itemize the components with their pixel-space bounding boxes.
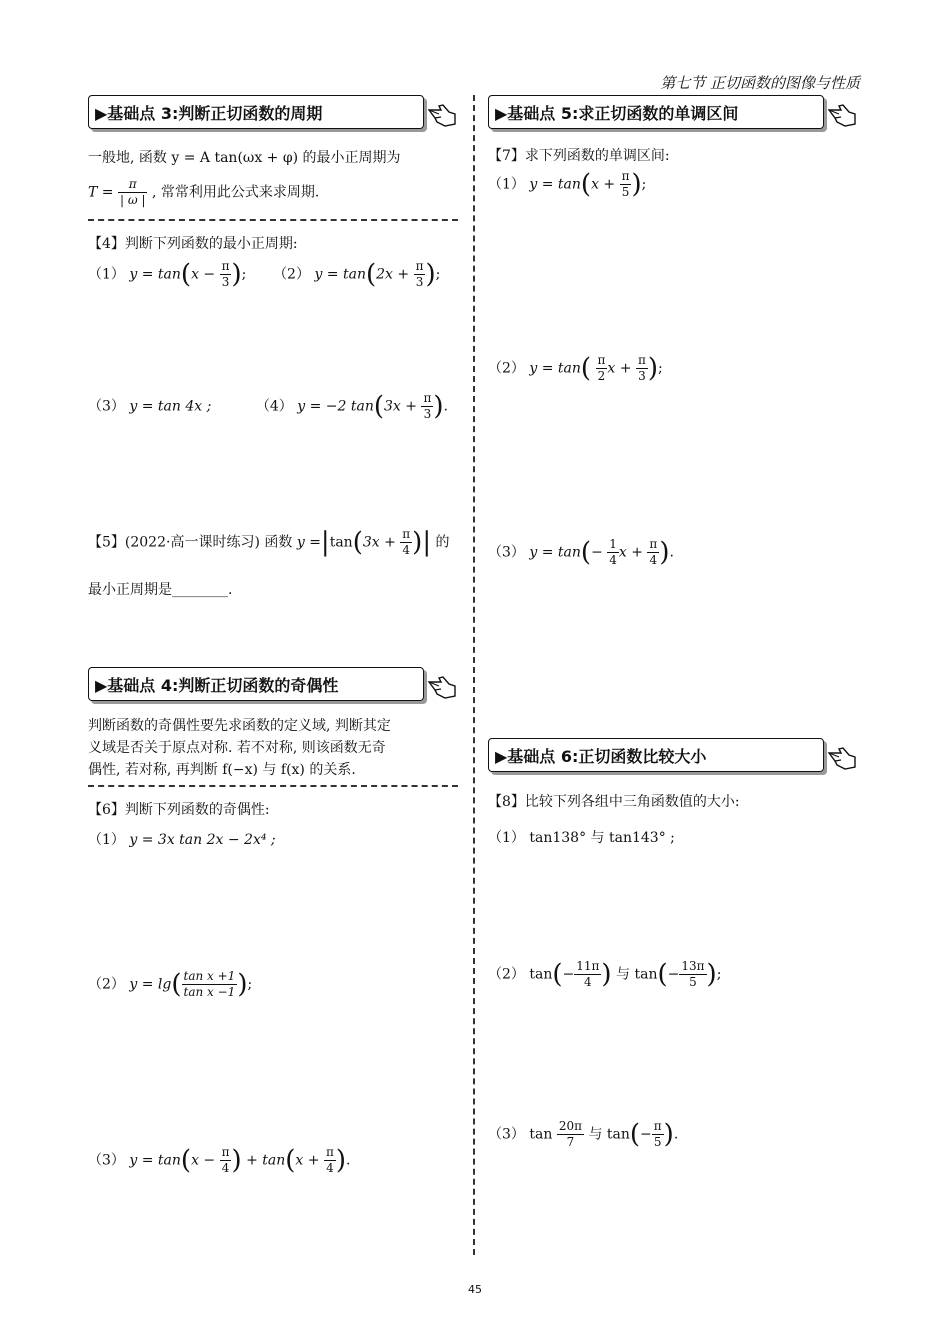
section-4-title-box [88, 667, 424, 701]
q5-line2: 最小正周期是________. [88, 582, 233, 598]
section-3-line1: 一般地, 函数 y = A tan(ωx + φ) 的最小正周期为 [88, 150, 401, 166]
section-4-title: ▶基础点 4:判断正切函数的奇偶性 [95, 675, 339, 695]
period-fraction: $\frac{\pi}{| \omega |}$ [119, 177, 146, 207]
q4-part3-4: （3） y = tan 4x ; （4） y = −2 tan(3x + $\frac{\pi}{3}$ ). [88, 391, 448, 422]
section-4-line1: 判断函数的奇偶性要先求函数的定义域, 判断其定 [88, 718, 391, 734]
pointing-hand-icon [427, 672, 459, 700]
q8-part2: （2） tan(− $\frac{11\pi}{4}$ ) 与 tan(− $\frac{13\pi}{5}$ ); [488, 959, 722, 990]
q8-part3: （3） tan $\frac{20\pi}{7}$ 与 tan(− $\frac{\pi}{5}$ ). [488, 1119, 679, 1150]
section-6-title-box [488, 738, 824, 772]
dashed-separator [88, 219, 458, 221]
section-3-title: ▶基础点 3:判断正切函数的周期 [95, 103, 323, 123]
q7-stem: 【7】求下列函数的单调区间: [488, 148, 670, 164]
q6-part3: （3） y = tan(x − $\frac{\pi}{4}$ ) + tan(x + $\frac{\pi}{4}$ ). [88, 1145, 351, 1176]
q4-part1-2: （1） y = tan(x − $\frac{\pi}{3}$ ); （2） y = tan(2x + $\frac{\pi}{3}$ ); [88, 259, 441, 290]
q8-stem: 【8】比较下列各组中三角函数值的大小: [488, 794, 740, 810]
section-6-title: ▶基础点 6:正切函数比较大小 [495, 746, 707, 766]
q7-part3: （3） y = tan(− $\frac{1}{4}$ x + $\frac{\pi}{4}$ ). [488, 537, 674, 568]
section-3-line2: T = $\frac{\pi}{| \omega |}$ , 常常利用此公式来求周期. [88, 177, 320, 207]
q4-stem: 【4】判断下列函数的最小正周期: [88, 236, 298, 252]
pointing-hand-icon [827, 100, 859, 128]
dashed-separator [88, 785, 458, 787]
section-5-title-box [488, 95, 824, 129]
section-5-title: ▶基础点 5:求正切函数的单调区间 [495, 103, 739, 123]
q7-part2: （2） y = tan( $\frac{\pi}{2}$ x + $\frac{\pi}{3}$ ); [488, 353, 663, 384]
page-header: 第七节 正切函数的图像与性质 [660, 74, 860, 92]
section-4-line3: 偶性, 若对称, 再判断 f(−x) 与 f(x) 的关系. [88, 762, 356, 778]
pointing-hand-icon [427, 100, 459, 128]
q6-stem: 【6】判断下列函数的奇偶性: [88, 802, 270, 818]
section-3-title-box [88, 95, 424, 129]
pointing-hand-icon [827, 743, 859, 771]
q7-part1: （1） y = tan(x + $\frac{\pi}{5}$ ); [488, 169, 647, 200]
section-4-line2: 义域是否关于原点对称. 若不对称, 则该函数无奇 [88, 740, 386, 756]
q6-part2: （2） y = lg( $\frac{\text{tan x +1}}{\text{tan x −1}}$ ); [88, 969, 253, 1000]
page-number: 45 [468, 1283, 482, 1296]
column-divider [473, 95, 475, 1255]
q5-stem: 【5】(2022·高一课时练习) 函数 y =|tan(3x + $\frac{\pi}{4}$ )| 的 [88, 527, 450, 558]
q6-part1: （1） y = 3x tan 2x − 2x⁴ ; [88, 832, 276, 848]
q8-part1: （1） tan138° 与 tan143° ; [488, 830, 675, 846]
